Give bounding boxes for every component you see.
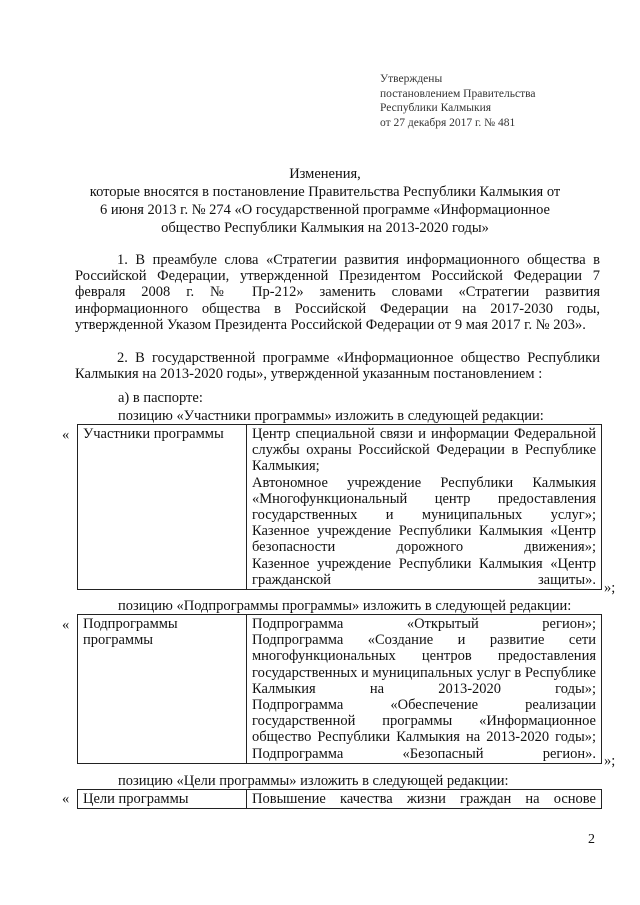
table-subprograms — [77, 614, 602, 764]
title-line: которые вносятся в постановление Правительства Республики Калмыкия от — [89, 184, 561, 200]
table2-open-quote: « — [62, 617, 70, 633]
table2-close-quote: »; — [604, 753, 616, 769]
approval-line: Утверждены — [380, 73, 443, 85]
table1-value — [247, 425, 602, 590]
document-title — [60, 165, 590, 237]
approval-stamp — [380, 72, 536, 130]
table3-label: Цели программы — [78, 790, 247, 809]
table1-item: Центр специальной связи и информации Федеральной службы охраны Российской Федерации в Республике Калмыкия; — [252, 426, 596, 475]
approval-line: Республики Калмыкия — [380, 102, 492, 114]
paragraph-2: 2. В государственной программе «Информационное общество Республики Калмыкия на 2013-2020 годы», утвержденной указанным постановлением : — [75, 350, 600, 383]
table2-value — [247, 615, 602, 764]
table1-item: Казенное учреждение Республики Калмыкия «Центр гражданской защиты». — [252, 555, 596, 588]
table-row — [78, 790, 602, 809]
title-line: 6 июня 2013 г. № 274 «О государственной программе «Информационное — [100, 202, 550, 218]
title-line: общество Республики Калмыкия на 2013-2020 годы» — [161, 220, 489, 236]
page-number: 2 — [588, 832, 595, 847]
title-line: Изменения, — [289, 166, 361, 182]
table-participants — [77, 424, 602, 590]
table2-intro: позицию «Подпрограммы программы» изложить в следующей редакции: — [118, 598, 572, 614]
table2-item: Подпрограмма «Обеспечение реализации государственной программы «Информационное общество Республики Калмыкия на 2013-2020 годы»; — [252, 697, 596, 746]
table3-open-quote: « — [62, 791, 70, 807]
table-row — [78, 425, 602, 590]
table3-value: Повышение качества жизни граждан на основе — [247, 790, 602, 809]
table2-item: Подпрограмма «Открытый регион»; — [252, 616, 596, 632]
table1-item: Автономное учреждение Республики Калмыкия «Многофункциональный центр предоставления государственных и муниципальных услуг»; — [252, 474, 596, 524]
table2-label: Подпрограммы программы — [78, 615, 247, 764]
table1-label: Участники программы — [78, 425, 247, 590]
approval-line: постановлением Правительства — [380, 87, 536, 100]
table-row — [78, 615, 602, 764]
table1-close-quote: »; — [604, 580, 616, 596]
table1-item: Казенное учреждение Республики Калмыкия «Центр безопасности дорожного движения»; — [252, 523, 596, 556]
subpoint-a: а) в паспорте: — [118, 390, 203, 406]
table1-intro: позицию «Участники программы» изложить в следующей редакции: — [118, 408, 544, 424]
paragraph-1: 1. В преамбуле слова «Стратегии развития информационного общества в Российской Федерации, утвержденной Президентом Российской Федерации 7 февраля 2008 г. № Пр-212» заменить словами «Стратегии развития информационного общества в Российской Федерации на 2017-2030 годы, утвержденной Указом Президента Российской Федерации от 9 мая 2017 г. № 203». — [75, 252, 600, 333]
table3-intro: позицию «Цели программы» изложить в следующей редакции: — [118, 773, 509, 789]
approval-line: от 27 декабря 2017 г. № 481 — [380, 116, 516, 129]
table-goals — [77, 789, 602, 809]
table2-item: Подпрограмма «Создание и развитие сети многофункциональных центров предоставления государственных и муниципальных услуг в Республике Калмыкия на 2013-2020 годы»; — [252, 632, 596, 697]
table1-open-quote: « — [62, 427, 70, 443]
table2-item: Подпрограмма «Безопасный регион». — [252, 745, 596, 762]
